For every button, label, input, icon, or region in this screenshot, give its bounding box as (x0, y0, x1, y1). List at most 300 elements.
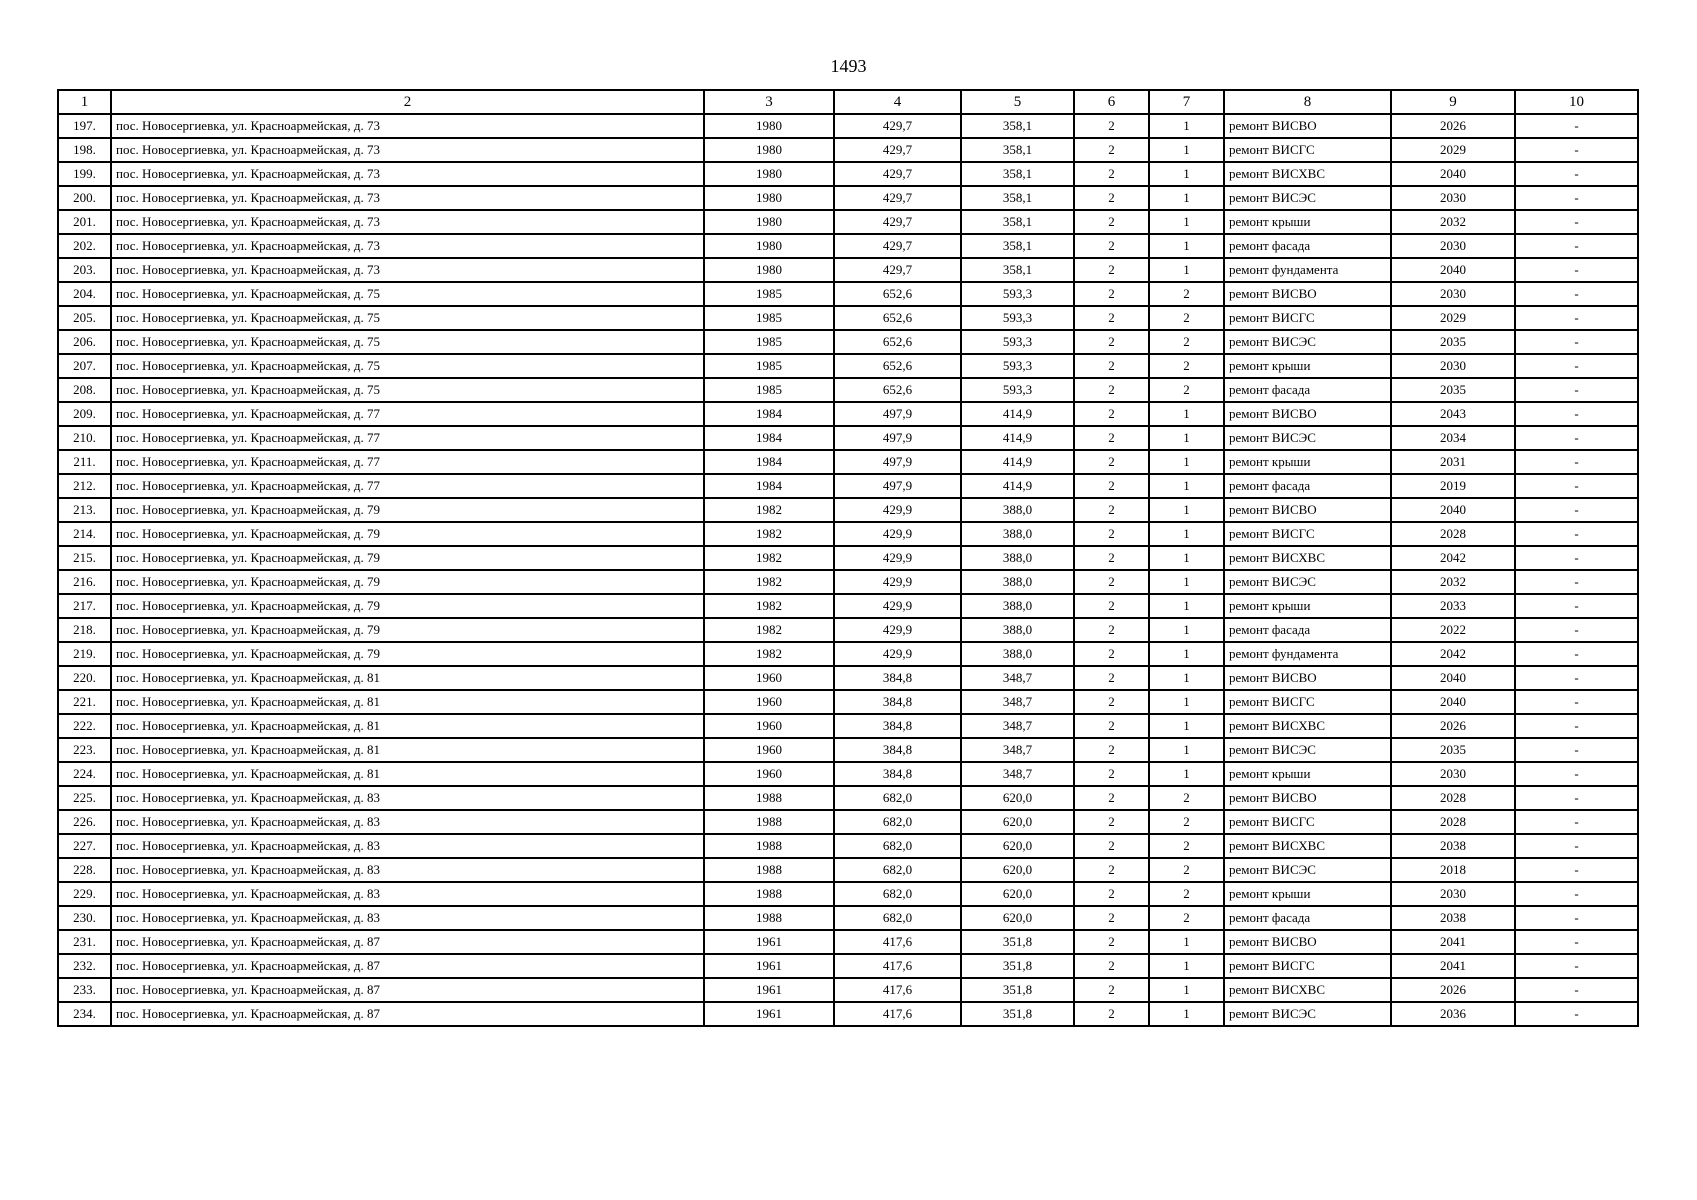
entrances-cell: 1 (1149, 450, 1224, 474)
row-number-cell: 200. (58, 186, 111, 210)
floors-cell: 2 (1074, 306, 1149, 330)
table-row (58, 642, 1638, 666)
note-cell: - (1515, 738, 1638, 762)
planned-year-cell: 2035 (1391, 330, 1515, 354)
note-cell: - (1515, 162, 1638, 186)
work-type-cell: ремонт крыши (1224, 450, 1391, 474)
planned-year-cell: 2018 (1391, 858, 1515, 882)
living-area-cell: 348,7 (961, 714, 1074, 738)
row-number-cell: 216. (58, 570, 111, 594)
row-number-cell: 234. (58, 1002, 111, 1026)
entrances-cell: 1 (1149, 234, 1224, 258)
address-cell: пос. Новосергиевка, ул. Красноармейская, д. 79 (111, 498, 704, 522)
planned-year-cell: 2026 (1391, 714, 1515, 738)
living-area-cell: 358,1 (961, 186, 1074, 210)
table-row (58, 378, 1638, 402)
work-type-cell: ремонт крыши (1224, 210, 1391, 234)
year-built-cell: 1982 (704, 618, 834, 642)
row-number-cell: 213. (58, 498, 111, 522)
floors-cell: 2 (1074, 978, 1149, 1002)
total-area-cell: 429,9 (834, 498, 961, 522)
entrances-cell: 2 (1149, 786, 1224, 810)
living-area-cell: 388,0 (961, 498, 1074, 522)
work-type-cell: ремонт ВИСХВС (1224, 546, 1391, 570)
note-cell: - (1515, 642, 1638, 666)
table-row (58, 618, 1638, 642)
table-row (58, 186, 1638, 210)
address-cell: пос. Новосергиевка, ул. Красноармейская, д. 81 (111, 738, 704, 762)
floors-cell: 2 (1074, 1002, 1149, 1026)
entrances-cell: 1 (1149, 210, 1224, 234)
floors-cell: 2 (1074, 114, 1149, 138)
floors-cell: 2 (1074, 882, 1149, 906)
planned-year-cell: 2043 (1391, 402, 1515, 426)
year-built-cell: 1960 (704, 714, 834, 738)
address-cell: пос. Новосергиевка, ул. Красноармейская, д. 77 (111, 402, 704, 426)
living-area-cell: 620,0 (961, 882, 1074, 906)
total-area-cell: 429,9 (834, 594, 961, 618)
table-row (58, 354, 1638, 378)
address-cell: пос. Новосергиевка, ул. Красноармейская, д. 79 (111, 546, 704, 570)
planned-year-cell: 2026 (1391, 114, 1515, 138)
note-cell: - (1515, 762, 1638, 786)
planned-year-cell: 2030 (1391, 882, 1515, 906)
floors-cell: 2 (1074, 546, 1149, 570)
living-area-cell: 351,8 (961, 954, 1074, 978)
year-built-cell: 1984 (704, 402, 834, 426)
year-built-cell: 1960 (704, 690, 834, 714)
table-row (58, 282, 1638, 306)
address-cell: пос. Новосергиевка, ул. Красноармейская, д. 83 (111, 882, 704, 906)
floors-cell: 2 (1074, 186, 1149, 210)
total-area-cell: 497,9 (834, 426, 961, 450)
row-number-cell: 228. (58, 858, 111, 882)
entrances-cell: 1 (1149, 138, 1224, 162)
work-type-cell: ремонт ВИСГС (1224, 138, 1391, 162)
table-row (58, 162, 1638, 186)
floors-cell: 2 (1074, 330, 1149, 354)
address-cell: пос. Новосергиевка, ул. Красноармейская, д. 77 (111, 450, 704, 474)
living-area-cell: 593,3 (961, 282, 1074, 306)
year-built-cell: 1982 (704, 642, 834, 666)
floors-cell: 2 (1074, 642, 1149, 666)
table-row (58, 426, 1638, 450)
column-header-note: 10 (1515, 90, 1638, 114)
row-number-cell: 201. (58, 210, 111, 234)
row-number-cell: 197. (58, 114, 111, 138)
note-cell: - (1515, 834, 1638, 858)
work-type-cell: ремонт крыши (1224, 594, 1391, 618)
note-cell: - (1515, 282, 1638, 306)
note-cell: - (1515, 522, 1638, 546)
row-number-cell: 208. (58, 378, 111, 402)
note-cell: - (1515, 138, 1638, 162)
floors-cell: 2 (1074, 570, 1149, 594)
table-row (58, 978, 1638, 1002)
work-type-cell: ремонт ВИСХВС (1224, 834, 1391, 858)
column-header-work: 8 (1224, 90, 1391, 114)
year-built-cell: 1982 (704, 546, 834, 570)
living-area-cell: 414,9 (961, 426, 1074, 450)
address-cell: пос. Новосергиевка, ул. Красноармейская, д. 73 (111, 210, 704, 234)
entrances-cell: 1 (1149, 426, 1224, 450)
table-row (58, 738, 1638, 762)
work-type-cell: ремонт крыши (1224, 762, 1391, 786)
floors-cell: 2 (1074, 258, 1149, 282)
table-row (58, 954, 1638, 978)
repair-schedule-table (57, 89, 1639, 1027)
total-area-cell: 429,7 (834, 138, 961, 162)
work-type-cell: ремонт фасада (1224, 618, 1391, 642)
work-type-cell: ремонт фундамента (1224, 258, 1391, 282)
work-type-cell: ремонт ВИСГС (1224, 306, 1391, 330)
column-header-num: 1 (58, 90, 111, 114)
entrances-cell: 2 (1149, 378, 1224, 402)
living-area-cell: 348,7 (961, 690, 1074, 714)
address-cell: пос. Новосергиевка, ул. Красноармейская, д. 75 (111, 354, 704, 378)
table-row (58, 834, 1638, 858)
table-row (58, 258, 1638, 282)
table-row (58, 762, 1638, 786)
floors-cell: 2 (1074, 786, 1149, 810)
floors-cell: 2 (1074, 762, 1149, 786)
row-number-cell: 231. (58, 930, 111, 954)
table-row (58, 234, 1638, 258)
row-number-cell: 232. (58, 954, 111, 978)
row-number-cell: 206. (58, 330, 111, 354)
planned-year-cell: 2034 (1391, 426, 1515, 450)
year-built-cell: 1985 (704, 378, 834, 402)
planned-year-cell: 2030 (1391, 186, 1515, 210)
year-built-cell: 1961 (704, 978, 834, 1002)
table-row (58, 810, 1638, 834)
planned-year-cell: 2030 (1391, 354, 1515, 378)
year-built-cell: 1982 (704, 594, 834, 618)
year-built-cell: 1985 (704, 306, 834, 330)
total-area-cell: 682,0 (834, 906, 961, 930)
total-area-cell: 429,7 (834, 162, 961, 186)
address-cell: пос. Новосергиевка, ул. Красноармейская, д. 73 (111, 114, 704, 138)
year-built-cell: 1982 (704, 570, 834, 594)
address-cell: пос. Новосергиевка, ул. Красноармейская, д. 75 (111, 378, 704, 402)
total-area-cell: 429,9 (834, 642, 961, 666)
column-header-floors: 6 (1074, 90, 1149, 114)
row-number-cell: 230. (58, 906, 111, 930)
total-area-cell: 652,6 (834, 306, 961, 330)
planned-year-cell: 2042 (1391, 546, 1515, 570)
table-row (58, 546, 1638, 570)
living-area-cell: 348,7 (961, 762, 1074, 786)
row-number-cell: 214. (58, 522, 111, 546)
table-row (58, 594, 1638, 618)
work-type-cell: ремонт ВИСВО (1224, 114, 1391, 138)
floors-cell: 2 (1074, 450, 1149, 474)
living-area-cell: 348,7 (961, 666, 1074, 690)
note-cell: - (1515, 882, 1638, 906)
planned-year-cell: 2040 (1391, 258, 1515, 282)
table-row (58, 138, 1638, 162)
work-type-cell: ремонт ВИСВО (1224, 498, 1391, 522)
address-cell: пос. Новосергиевка, ул. Красноармейская, д. 81 (111, 714, 704, 738)
planned-year-cell: 2042 (1391, 642, 1515, 666)
row-number-cell: 222. (58, 714, 111, 738)
entrances-cell: 1 (1149, 930, 1224, 954)
work-type-cell: ремонт ВИСВО (1224, 786, 1391, 810)
row-number-cell: 227. (58, 834, 111, 858)
floors-cell: 2 (1074, 522, 1149, 546)
work-type-cell: ремонт ВИСХВС (1224, 714, 1391, 738)
entrances-cell: 1 (1149, 714, 1224, 738)
note-cell: - (1515, 858, 1638, 882)
table-row (58, 930, 1638, 954)
header-row (58, 90, 1638, 114)
year-built-cell: 1988 (704, 810, 834, 834)
living-area-cell: 593,3 (961, 354, 1074, 378)
entrances-cell: 2 (1149, 834, 1224, 858)
floors-cell: 2 (1074, 930, 1149, 954)
table-row (58, 114, 1638, 138)
row-number-cell: 220. (58, 666, 111, 690)
year-built-cell: 1980 (704, 138, 834, 162)
note-cell: - (1515, 210, 1638, 234)
planned-year-cell: 2030 (1391, 762, 1515, 786)
total-area-cell: 652,6 (834, 354, 961, 378)
year-built-cell: 1980 (704, 258, 834, 282)
living-area-cell: 358,1 (961, 114, 1074, 138)
entrances-cell: 1 (1149, 978, 1224, 1002)
address-cell: пос. Новосергиевка, ул. Красноармейская, д. 87 (111, 930, 704, 954)
year-built-cell: 1982 (704, 498, 834, 522)
planned-year-cell: 2041 (1391, 954, 1515, 978)
total-area-cell: 497,9 (834, 474, 961, 498)
address-cell: пос. Новосергиевка, ул. Красноармейская, д. 73 (111, 258, 704, 282)
floors-cell: 2 (1074, 810, 1149, 834)
entrances-cell: 1 (1149, 594, 1224, 618)
planned-year-cell: 2028 (1391, 522, 1515, 546)
work-type-cell: ремонт ВИСЭС (1224, 186, 1391, 210)
floors-cell: 2 (1074, 138, 1149, 162)
address-cell: пос. Новосергиевка, ул. Красноармейская, д. 75 (111, 306, 704, 330)
planned-year-cell: 2022 (1391, 618, 1515, 642)
address-cell: пос. Новосергиевка, ул. Красноармейская, д. 81 (111, 666, 704, 690)
year-built-cell: 1988 (704, 786, 834, 810)
living-area-cell: 620,0 (961, 810, 1074, 834)
total-area-cell: 429,9 (834, 522, 961, 546)
work-type-cell: ремонт крыши (1224, 354, 1391, 378)
row-number-cell: 229. (58, 882, 111, 906)
living-area-cell: 593,3 (961, 378, 1074, 402)
note-cell: - (1515, 978, 1638, 1002)
total-area-cell: 429,7 (834, 186, 961, 210)
entrances-cell: 1 (1149, 570, 1224, 594)
total-area-cell: 384,8 (834, 762, 961, 786)
living-area-cell: 620,0 (961, 786, 1074, 810)
table-row (58, 498, 1638, 522)
work-type-cell: ремонт ВИСЭС (1224, 330, 1391, 354)
living-area-cell: 351,8 (961, 978, 1074, 1002)
row-number-cell: 223. (58, 738, 111, 762)
living-area-cell: 414,9 (961, 474, 1074, 498)
table-row (58, 210, 1638, 234)
entrances-cell: 1 (1149, 618, 1224, 642)
row-number-cell: 209. (58, 402, 111, 426)
address-cell: пос. Новосергиевка, ул. Красноармейская, д. 81 (111, 762, 704, 786)
floors-cell: 2 (1074, 498, 1149, 522)
planned-year-cell: 2033 (1391, 594, 1515, 618)
work-type-cell: ремонт ВИСЭС (1224, 858, 1391, 882)
total-area-cell: 417,6 (834, 954, 961, 978)
note-cell: - (1515, 114, 1638, 138)
planned-year-cell: 2040 (1391, 666, 1515, 690)
planned-year-cell: 2035 (1391, 378, 1515, 402)
planned-year-cell: 2032 (1391, 210, 1515, 234)
table-header (58, 90, 1638, 114)
table-row (58, 306, 1638, 330)
year-built-cell: 1985 (704, 354, 834, 378)
row-number-cell: 203. (58, 258, 111, 282)
note-cell: - (1515, 930, 1638, 954)
planned-year-cell: 2035 (1391, 738, 1515, 762)
total-area-cell: 384,8 (834, 714, 961, 738)
row-number-cell: 204. (58, 282, 111, 306)
entrances-cell: 1 (1149, 258, 1224, 282)
entrances-cell: 2 (1149, 306, 1224, 330)
total-area-cell: 497,9 (834, 450, 961, 474)
entrances-cell: 1 (1149, 186, 1224, 210)
living-area-cell: 593,3 (961, 306, 1074, 330)
entrances-cell: 1 (1149, 522, 1224, 546)
year-built-cell: 1988 (704, 906, 834, 930)
entrances-cell: 1 (1149, 114, 1224, 138)
address-cell: пос. Новосергиевка, ул. Красноармейская, д. 73 (111, 138, 704, 162)
floors-cell: 2 (1074, 234, 1149, 258)
planned-year-cell: 2028 (1391, 810, 1515, 834)
living-area-cell: 358,1 (961, 162, 1074, 186)
entrances-cell: 1 (1149, 762, 1224, 786)
address-cell: пос. Новосергиевка, ул. Красноармейская, д. 75 (111, 282, 704, 306)
year-built-cell: 1960 (704, 738, 834, 762)
entrances-cell: 1 (1149, 162, 1224, 186)
note-cell: - (1515, 402, 1638, 426)
address-cell: пос. Новосергиевка, ул. Красноармейская, д. 73 (111, 234, 704, 258)
planned-year-cell: 2029 (1391, 306, 1515, 330)
planned-year-cell: 2036 (1391, 1002, 1515, 1026)
entrances-cell: 2 (1149, 354, 1224, 378)
table-row (58, 858, 1638, 882)
table-row (58, 522, 1638, 546)
column-header-year: 3 (704, 90, 834, 114)
total-area-cell: 652,6 (834, 330, 961, 354)
row-number-cell: 226. (58, 810, 111, 834)
entrances-cell: 2 (1149, 858, 1224, 882)
work-type-cell: ремонт ВИСГС (1224, 954, 1391, 978)
total-area-cell: 682,0 (834, 858, 961, 882)
note-cell: - (1515, 954, 1638, 978)
table-row (58, 450, 1638, 474)
row-number-cell: 198. (58, 138, 111, 162)
living-area-cell: 414,9 (961, 402, 1074, 426)
living-area-cell: 620,0 (961, 906, 1074, 930)
table-row (58, 714, 1638, 738)
address-cell: пос. Новосергиевка, ул. Красноармейская, д. 79 (111, 570, 704, 594)
table-row (58, 906, 1638, 930)
note-cell: - (1515, 666, 1638, 690)
note-cell: - (1515, 186, 1638, 210)
planned-year-cell: 2030 (1391, 234, 1515, 258)
work-type-cell: ремонт фасада (1224, 906, 1391, 930)
note-cell: - (1515, 546, 1638, 570)
note-cell: - (1515, 330, 1638, 354)
table-row (58, 570, 1638, 594)
entrances-cell: 2 (1149, 282, 1224, 306)
entrances-cell: 2 (1149, 906, 1224, 930)
planned-year-cell: 2041 (1391, 930, 1515, 954)
address-cell: пос. Новосергиевка, ул. Красноармейская, д. 83 (111, 810, 704, 834)
planned-year-cell: 2032 (1391, 570, 1515, 594)
address-cell: пос. Новосергиевка, ул. Красноармейская, д. 79 (111, 594, 704, 618)
work-type-cell: ремонт ВИСЭС (1224, 738, 1391, 762)
total-area-cell: 682,0 (834, 810, 961, 834)
living-area-cell: 351,8 (961, 930, 1074, 954)
entrances-cell: 2 (1149, 882, 1224, 906)
living-area-cell: 351,8 (961, 1002, 1074, 1026)
column-header-plan_year: 9 (1391, 90, 1515, 114)
planned-year-cell: 2026 (1391, 978, 1515, 1002)
work-type-cell: ремонт ВИСЭС (1224, 1002, 1391, 1026)
table-body (58, 114, 1638, 1026)
total-area-cell: 384,8 (834, 690, 961, 714)
address-cell: пос. Новосергиевка, ул. Красноармейская, д. 73 (111, 162, 704, 186)
total-area-cell: 429,7 (834, 258, 961, 282)
work-type-cell: ремонт ВИСГС (1224, 522, 1391, 546)
address-cell: пос. Новосергиевка, ул. Красноармейская, д. 79 (111, 642, 704, 666)
work-type-cell: ремонт фундамента (1224, 642, 1391, 666)
note-cell: - (1515, 354, 1638, 378)
column-header-address: 2 (111, 90, 704, 114)
floors-cell: 2 (1074, 594, 1149, 618)
year-built-cell: 1960 (704, 762, 834, 786)
address-cell: пос. Новосергиевка, ул. Красноармейская, д. 73 (111, 186, 704, 210)
table-row (58, 786, 1638, 810)
year-built-cell: 1980 (704, 114, 834, 138)
row-number-cell: 207. (58, 354, 111, 378)
address-cell: пос. Новосергиевка, ул. Красноармейская, д. 81 (111, 690, 704, 714)
living-area-cell: 388,0 (961, 546, 1074, 570)
floors-cell: 2 (1074, 954, 1149, 978)
floors-cell: 2 (1074, 714, 1149, 738)
floors-cell: 2 (1074, 282, 1149, 306)
year-built-cell: 1980 (704, 234, 834, 258)
entrances-cell: 1 (1149, 498, 1224, 522)
planned-year-cell: 2030 (1391, 282, 1515, 306)
floors-cell: 2 (1074, 210, 1149, 234)
floors-cell: 2 (1074, 834, 1149, 858)
row-number-cell: 219. (58, 642, 111, 666)
living-area-cell: 388,0 (961, 570, 1074, 594)
floors-cell: 2 (1074, 162, 1149, 186)
note-cell: - (1515, 258, 1638, 282)
address-cell: пос. Новосергиевка, ул. Красноармейская, д. 83 (111, 858, 704, 882)
year-built-cell: 1961 (704, 1002, 834, 1026)
note-cell: - (1515, 426, 1638, 450)
row-number-cell: 224. (58, 762, 111, 786)
address-cell: пос. Новосергиевка, ул. Красноармейская, д. 79 (111, 522, 704, 546)
row-number-cell: 233. (58, 978, 111, 1002)
total-area-cell: 652,6 (834, 282, 961, 306)
floors-cell: 2 (1074, 354, 1149, 378)
year-built-cell: 1988 (704, 834, 834, 858)
total-area-cell: 429,9 (834, 546, 961, 570)
